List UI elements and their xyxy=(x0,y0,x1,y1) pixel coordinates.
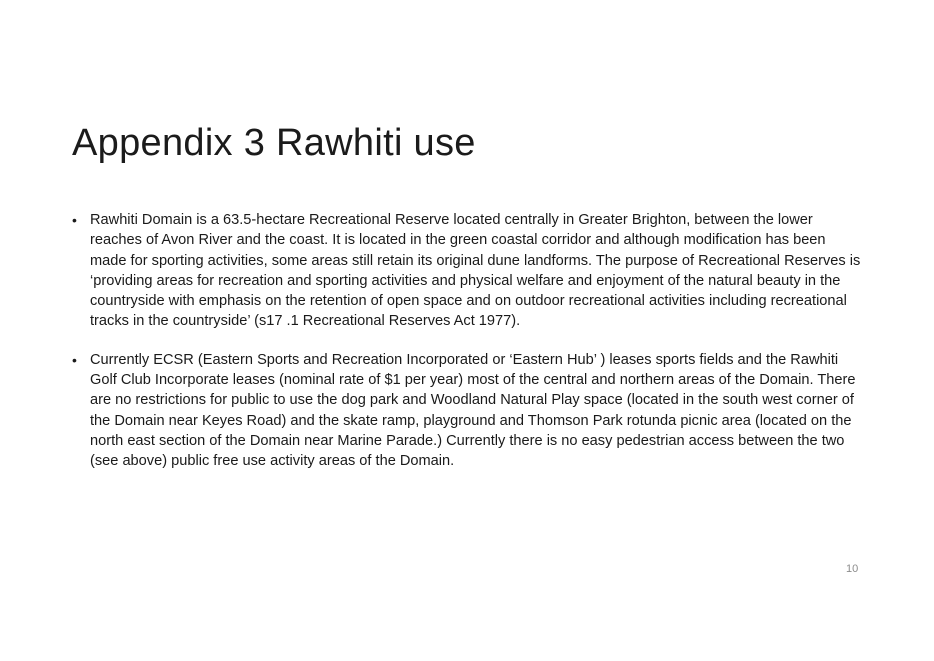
page-number: 10 xyxy=(846,563,859,575)
bullet-item xyxy=(72,210,862,332)
slide-title: Appendix 3 Rawhiti use xyxy=(72,122,476,164)
bullet-item xyxy=(72,350,862,472)
bullet-text: Rawhiti Domain is a 63.5-hectare Recreational Reserve located centrally in Greater Brighton, between the lower reaches of Avon River and the coast. It is located in the green coastal corridor and although modification has been made for sporting activities, some areas still retain its original dune landforms. The purpose of Recreational Reserves is ‘providing areas for recreation and sporting activities and physical welfare and enjoyment of the natural beauty in the countryside with emphasis on the retention of open space and on outdoor recreational activities including recreational tracks in the countryside’ (s17 .1 Recreational Reserves Act 1977). xyxy=(90,212,861,330)
bullet-marker: • xyxy=(72,351,77,368)
bullet-marker: • xyxy=(72,212,77,228)
bullet-list xyxy=(72,210,862,490)
bullet-text: Currently ECSR (Eastern Sports and Recreation Incorporated or ‘Eastern Hub’ ) leases sports fields and the Rawhiti Golf Club Incorporate leases (nominal rate of $1 per year) most of the central and northern areas of the Domain. There are no restrictions for public to use the dog park and Woodland Natural Play space (located in the south west corner of the Domain near Keyes Road) and the skate ramp, playground and Thomson Park rotunda picnic area (located on the north east section of the Domain near Marine Parade.) Currently there is no easy pedestrian access between the two (see above) public free use activity areas of the Domain. xyxy=(90,351,856,470)
